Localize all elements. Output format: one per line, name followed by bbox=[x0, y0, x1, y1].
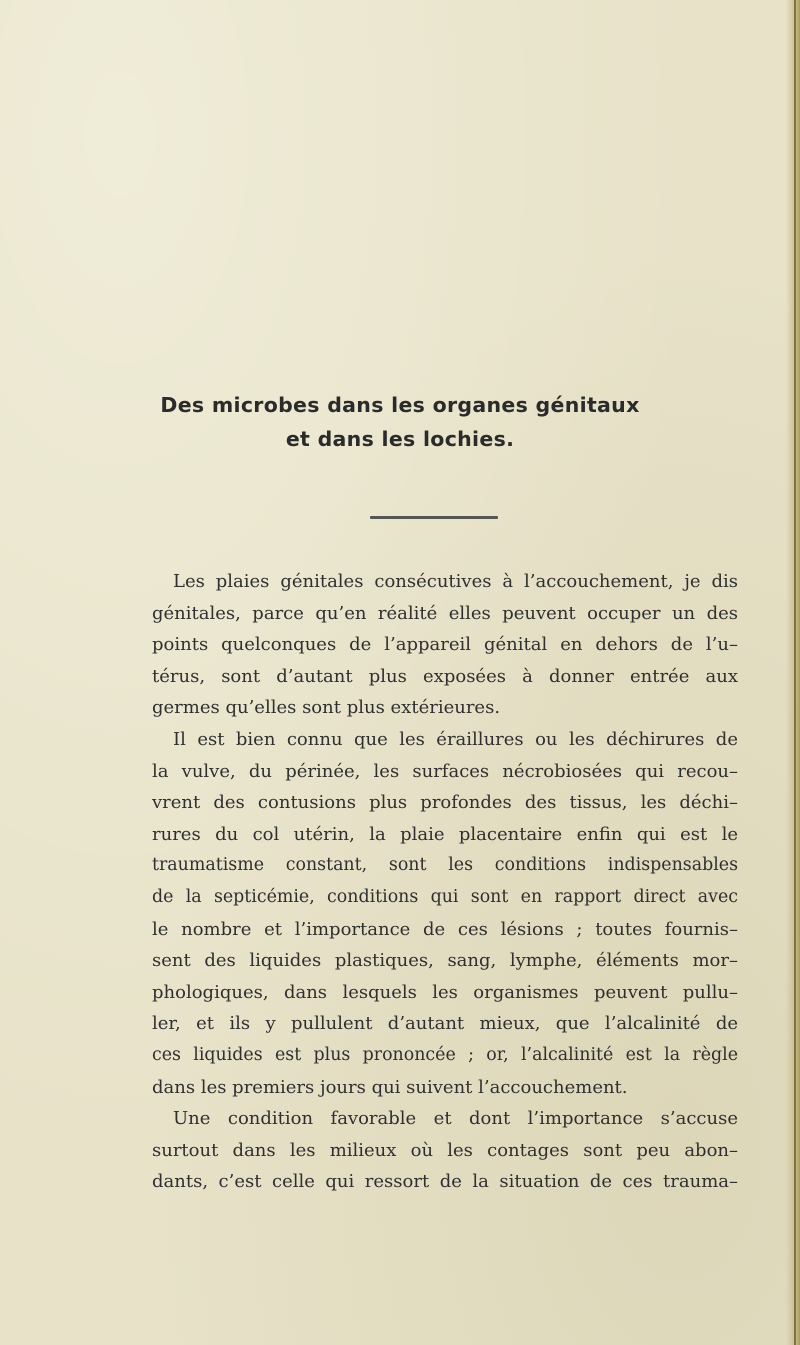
text-line: sent des liquides plastiques, sang, lymphe, éléments mor– bbox=[152, 950, 738, 972]
text-line: Les plaies génitales consécutives à l’accouchement, je dis bbox=[173, 571, 738, 592]
text-line: vrent des contusions plus profondes des tissus, les déchi– bbox=[152, 792, 738, 814]
text-line: ces liquides est plus prononcée ; or, l’alcalinité est la règle bbox=[152, 1044, 738, 1065]
chapter-heading-line-2: et dans les lochies. bbox=[285, 427, 515, 451]
text-line: la vulve, du périnée, les surfaces nécrobiosées qui recou– bbox=[152, 760, 738, 782]
text-line: dants, c’est celle qui ressort de la situation de ces trauma– bbox=[152, 1171, 738, 1193]
text-line: ler, et ils y pullulent d’autant mieux, que l’alcalinité de bbox=[152, 1013, 738, 1035]
chapter-heading-line-1: Des microbes dans les organes génitaux bbox=[160, 393, 640, 417]
body-text bbox=[152, 566, 738, 1198]
text-line: phologiques, dans lesquels les organismes peuvent pullu– bbox=[152, 981, 738, 1003]
page-edge-shadow bbox=[786, 0, 800, 1345]
chapter-heading bbox=[0, 388, 800, 456]
text-line: rures du col utérin, la plaie placentaire enfin qui est le bbox=[152, 823, 738, 845]
text-line: Il est bien connu que les éraillures ou les déchirures de bbox=[173, 728, 738, 750]
page-edge-line bbox=[794, 0, 796, 1345]
text-line: traumatisme constant, sont les conditions indispensables bbox=[152, 855, 738, 876]
text-line: dans les premiers jours qui suivent l’accouchement. bbox=[152, 1076, 628, 1098]
text-line: de la septicémie, conditions qui sont en rapport direct avec bbox=[152, 886, 738, 907]
text-line: Une condition favorable et dont l’importance s’accuse bbox=[173, 1108, 738, 1130]
text-line: points quelconques de l’appareil génital en dehors de l’u– bbox=[152, 634, 738, 656]
text-line: le nombre et l’importance de ces lésions ; toutes fournis– bbox=[152, 918, 738, 940]
section-divider-rule bbox=[370, 516, 498, 519]
text-line: térus, sont d’autant plus exposées à donner entrée aux bbox=[152, 665, 738, 687]
text-line: germes qu’elles sont plus extérieures. bbox=[152, 697, 501, 719]
text-line: surtout dans les milieux où les contages sont peu abon– bbox=[152, 1139, 738, 1161]
text-line: génitales, parce qu’en réalité elles peuvent occuper un des bbox=[152, 602, 738, 624]
